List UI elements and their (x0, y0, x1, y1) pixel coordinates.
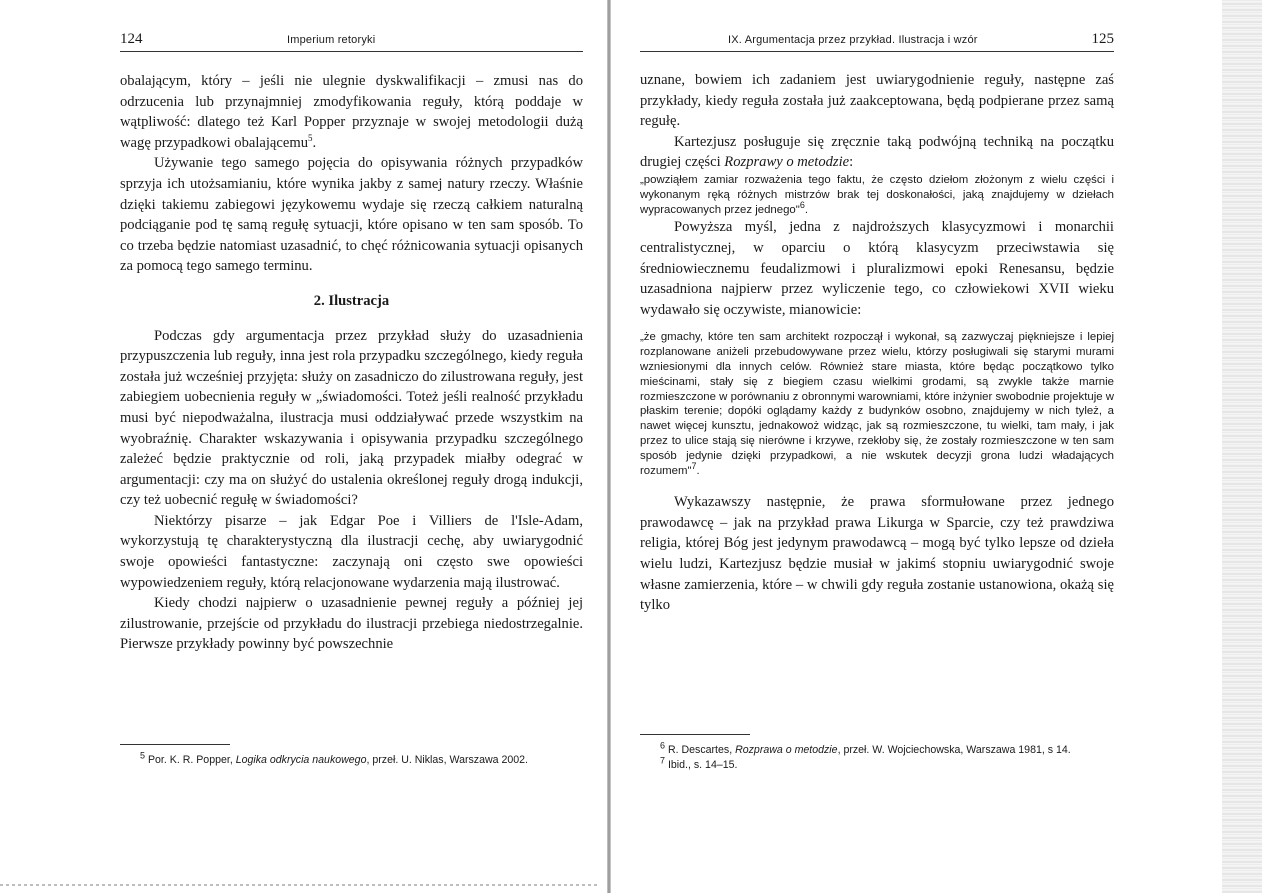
block-quote (640, 173, 1114, 217)
paragraph (640, 132, 1114, 173)
footnote (640, 740, 1114, 758)
paragraph (120, 71, 583, 153)
footnote-ref: 6 (799, 199, 805, 210)
running-head-title: Imperium retoryki (287, 34, 376, 46)
footnote-ref: 5 (308, 132, 313, 143)
paragraph: Podczas gdy argumentacja przez przykład służy do uzasadnienia przypuszczenia lub reguły, inna jest rola przypadku szczególnego, kiedy reguła została już wcześniej przyjęta: służy on zasadniczo do zilustrowana reguły, jest zabiegiem uobecnienia reguły w „świadomości. Toteż jeśli realność przykładu musi być niepodważalna, ilustracja musi oddziaływać przede wszystkim na wyobraźnię. Charakter wskazywania i opisywania przypadku szczególnego zależeć będzie praktycznie od roli, jaką przypadek miałby odegrać w argumentacji: czy ma on służyć do ustalenia określonej reguły drogą indukcji, czy też uobecnić regułę w świadomości? (120, 327, 583, 509)
footnote-text: , przeł. U. Niklas, Warszawa 2002. (366, 754, 528, 766)
quote-end: . (804, 203, 808, 216)
running-header-left (120, 31, 583, 52)
running-head-title: IX. Argumentacja przez przykład. Ilustracja i wzór (728, 34, 978, 46)
footnotes-right (640, 734, 1114, 773)
left-page (0, 0, 608, 893)
footnote-text: , przeł. W. Wojciechowska, Warszawa 1981, s 14. (837, 744, 1071, 756)
paragraph-text: obalającym, który – jeśli nie ulegnie dyskwalifikacji – zmusi nas do odrzucenia lub przynajmniej zmodyfikowania reguły, którą poddaje w wątpliwość: dlatego też Karl Popper przyznaje w swojej metodologii dużą wagę przypadkowi obalającemu (120, 73, 583, 151)
paragraph-end: : (849, 154, 854, 171)
paragraph: Powyższa myśl, jedna z najdroższych klasycyzmowi i monarchii centralistycznej, w oparciu o którą klasycyzm przeciwstawia się średniowiecznemu feudalizmowi i pluralizmowi epoki Renesansu, będzie uzasadniona najpierw przez wyliczenie tego, co człowiekowi XVII wieku wydawało się oczywiste, mianowicie: (640, 219, 1114, 318)
paragraph-text: Kartezjusz posługuje się zręcznie taką podwójną techniką na początku drugiej części (640, 133, 1114, 171)
footnote (640, 755, 1114, 773)
footnote-number: 7 (660, 755, 666, 766)
book-title: Rozprawy o metodzie (724, 154, 850, 171)
running-header-right (640, 31, 1114, 52)
paragraph: Używanie tego samego pojęcia do opisywania różnych przypadków sprzyja ich utożsamianiu, które wynika jakby z samej natury rzeczy. Właśnie dzięki takiemu zabiegowi językowemu wydaje się rzeczą całkiem naturalną podciąganie pod tę samą regułę sytuacji, które opisano w ten sam sposób. To co trzeba będzie natomiast uzasadnić, to chęć różnicowania sytuacji opisanych za pomocą tego samego terminu. (120, 155, 583, 275)
block-quote (640, 330, 1114, 478)
paragraph: Kiedy chodzi najpierw o uzasadnienie pewnej reguły a później jej zilustrowanie, przejście od przykładu do ilustracji przebiega niedostrzegalnie. Pierwsze przykłady powinny być powszechnie (120, 595, 583, 653)
footnote-rule (640, 734, 750, 735)
book-gutter (607, 0, 611, 893)
footnote (120, 750, 583, 768)
footnote-number: 5 (140, 750, 146, 761)
paragraph: uznane, bowiem ich zadaniem jest uwiarygodnienie reguły, następne zaś przykłady, kiedy reguła została już zaakceptowana, będą podpierane przez samą regułę. (640, 72, 1114, 130)
scan-edge-artifact (1222, 0, 1262, 893)
right-page (612, 0, 1262, 893)
footnote-text: Ibid., s. 14–15. (667, 759, 738, 771)
footnote-text: Por. K. R. Popper, (147, 754, 233, 766)
footnotes-left (120, 744, 583, 768)
footnote-ref: 7 (691, 460, 697, 471)
section-heading: 2. Ilustracja (313, 292, 390, 309)
quote-text: „że gmachy, które ten sam architekt rozpoczął i wykonał, są zazwyczaj piękniejsze i lepiej rozplanowane aniżeli przebudowywane przez wielu, którzy posługiwali się starymi murami wzniesionymi dla innych celów. Również stare miasta, które będąc początkowo tylko mieścinami, stały się z biegiem czasu wielkimi grodami, są zwykle także marnie rozmieszczone w porównaniu z obronnymi warowniami, które inżynier swobodnie projektuje w płaskim terenie; dopóki oglądamy każdy z budynków osobno, znajdujemy w nich tyleż, a nawet więcej kunsztu, jednakowoż widząc, jak są rozmieszczone, tu wielki, tam mały, i jak przez to ulice stają się nierówne i krzywe, rzekłoby się, że zostały rozmieszczone w ten sam sposób jedynie dzięki przypadkowi, a nie wskutek decyzji grona ludzi władających rozumem" (640, 331, 1114, 477)
paragraph: Niektórzy pisarze – jak Edgar Poe i Villiers de l'Isle-Adam, wykorzystują tę charakterystyczną dla ilustracji cechę, aby uwiarygodnić swoje opowieści fantastyczne: zaczynają oni często swe opowieści wypowiedzeniem reguły, którą relacjonowane wydarzenia mają ilustrować. (120, 512, 583, 591)
page-number: 124 (120, 31, 143, 47)
footnote-rule (120, 744, 230, 745)
paragraph: Wykazawszy następnie, że prawa sformułowane przez jednego prawodawcę – jak na przykład prawa Likurga w Sparcie, czy też prawdziwa religia, której Bóg jest jedynym prawodawcą – mogą być tylko lepsze od dzieła wielu ludzi, Kartezjusz będzie musiał w jakimś stopniu uwiarygodnić swoje własne zamierzenia, które – w chwili gdy reguła zostanie ustanowiona, okażą się tylko (640, 494, 1114, 614)
page-number: 125 (1091, 31, 1114, 47)
footnote-text: R. Descartes, (667, 744, 733, 756)
paragraph-end: . (312, 134, 317, 151)
left-body-text (120, 71, 583, 655)
footnote-title: Rozprawa o metodzie (735, 744, 838, 756)
footnote-title: Logika odkrycia naukowego (235, 754, 367, 766)
right-body-text (640, 70, 1114, 616)
quote-end: . (696, 464, 700, 477)
quote-text: „powziąłem zamiar rozważenia tego faktu, że często dziełom złożonym z wielu części i wykonanym ręką różnych mistrzów brak tej doskonałości, jaką znajdujemy w dziełach wypracowanych przez jednego" (640, 173, 1114, 216)
footnote-number: 6 (660, 740, 666, 751)
scan-bottom-edge (0, 884, 600, 886)
